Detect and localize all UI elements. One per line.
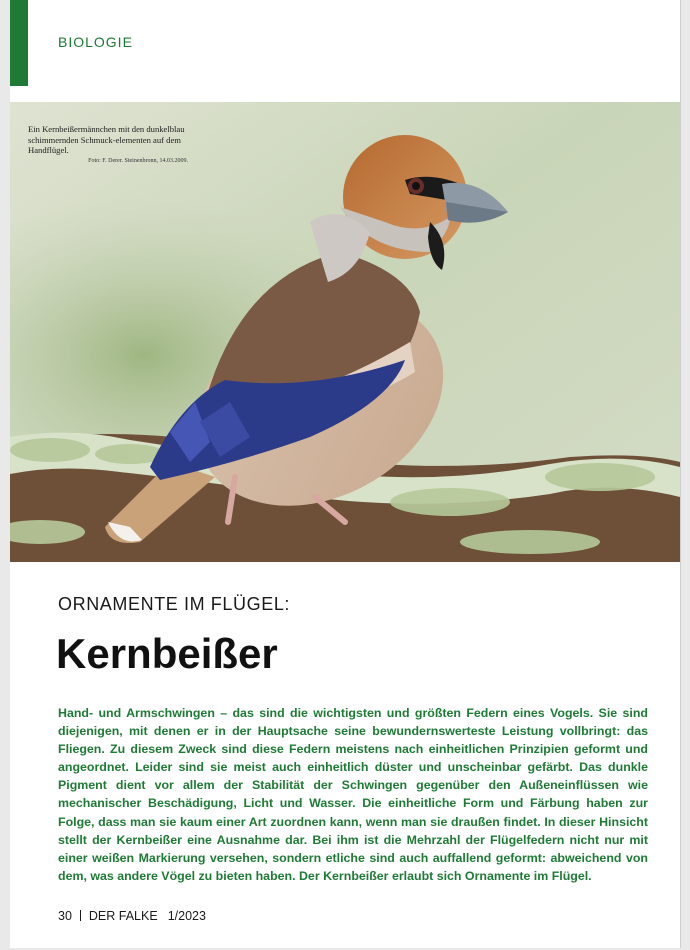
section-label: BIOLOGIE — [58, 34, 133, 50]
photo-caption — [28, 124, 198, 166]
magazine-page — [10, 0, 680, 948]
footer-divider — [80, 910, 81, 921]
issue-number: 1/2023 — [167, 909, 206, 923]
section-color-bar — [10, 0, 28, 86]
bird-illustration — [10, 102, 680, 562]
photo-credit: Foto: F. Derer. Steinenbronn, 14.03.2009. — [88, 157, 188, 164]
article-title: Kernbeißer — [56, 630, 278, 677]
hawfinch-photo — [10, 102, 680, 562]
article-lead: Hand- und Armschwingen – das sind die wichtigsten und größten Federn eines Vogels. Sie sind diejenigen, mit denen er in der Hauptsache seine bewundernswerteste Leistung vollbringt: das Fliegen. Zu diesem Zweck sind diese Federn meistens nach einheitlichen Prinzipien geformt und angeordnet. Leider sind sie meist auch einheitlich düster und unscheinbar gefärbt. Das dunkle Pigment dient vor allem der Stabilität der Schwingen gegenüber den Außeneinflüssen wie mechanischer Beschädigung, Licht und Wasser. Die einheitliche Form und Färbung haben zur Folge, dass man sie kaum einer Art zuordnen kann, wenn man sie draußen findet. In dieser Hinsicht stellt der Kernbeißer eine Ausnahme dar. Bei ihm ist die Mehrzahl der Flügelfedern nicht nur mit einer weißen Markierung versehen, sondern etliche sind auch auffallend geformt: abweichend von dem, was andere Vögel zu bieten haben. Der Kernbeißer erlaubt sich Ornamente im Flügel. — [58, 706, 648, 883]
magazine-name: DER FALKE — [88, 909, 158, 923]
page-number: 30 — [58, 909, 72, 923]
article-kicker: ORNAMENTE IM FLÜGEL: — [58, 594, 291, 614]
page-footer — [58, 909, 206, 923]
caption-text: Ein Kernbeißermännchen mit den dunkelblau schimmernden Schmuck-elementen auf dem Handflügel. — [28, 124, 185, 155]
